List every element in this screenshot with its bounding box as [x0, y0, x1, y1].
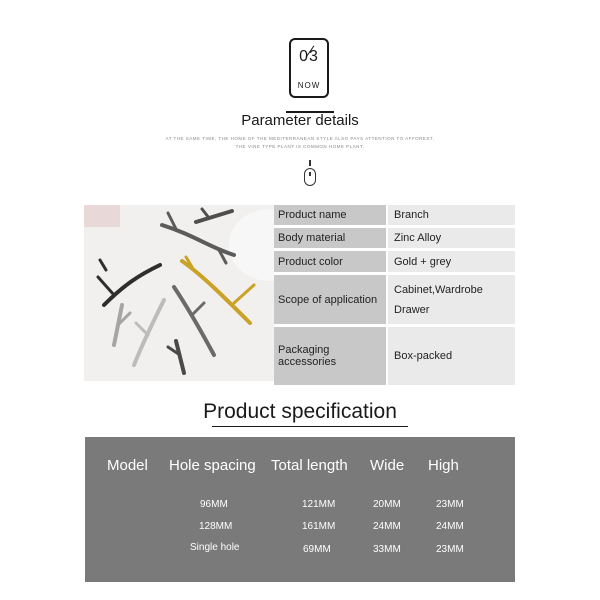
param-row-product-color [274, 251, 515, 272]
parameter-details-title: Parameter details [241, 112, 359, 129]
product-photo [84, 205, 274, 381]
spec-cell-wide: 24MM [373, 521, 401, 532]
param-row-product-name [274, 205, 515, 225]
product-specification-title: Product specification [203, 400, 397, 423]
param-value: Box-packed [388, 327, 515, 385]
spec-cell-hole-spacing: 128MM [199, 521, 233, 532]
param-value: Gold + grey [388, 251, 515, 272]
param-value: Zinc Alloy [388, 228, 515, 248]
parameter-subtext-1: AT THE SAME TIME, THE HOME OF THE MEDITERRANEAN STYLE ALSO PAYS ATTENTION TO AFFOREST, [165, 136, 435, 141]
badge-number: 03 [299, 48, 319, 65]
param-name: Body material [274, 228, 386, 248]
param-value-line-2: Drawer [394, 303, 430, 316]
spec-cell-hole-spacing: Single hole [190, 542, 240, 553]
spec-cell-total-length: 161MM [302, 521, 336, 532]
spec-cell-high: 24MM [436, 521, 464, 532]
param-value [388, 275, 515, 324]
param-row-body-material [274, 228, 515, 248]
mouse-scroll-icon [304, 168, 316, 186]
param-row-scope [274, 275, 515, 324]
param-name: Product color [274, 251, 386, 272]
spec-cell-high: 23MM [436, 499, 464, 510]
spec-cell-wide: 20MM [373, 499, 401, 510]
spec-cell-wide: 33MM [373, 544, 401, 555]
spec-table [85, 437, 515, 582]
spec-header-wide: Wide [370, 457, 405, 474]
param-name: Packaging accessories [274, 327, 386, 385]
branch-handles-illustration [84, 205, 274, 381]
spec-cell-hole-spacing: 96MM [200, 499, 228, 510]
badge-label: NOW [297, 81, 321, 90]
spec-cell-total-length: 69MM [303, 544, 331, 555]
page-number-badge [289, 38, 329, 98]
spec-header-hole-spacing: Hole spacing [169, 457, 256, 474]
param-name: Scope of application [274, 275, 386, 324]
spec-header-total-length: Total length [271, 457, 348, 474]
parameter-subtext-2: THE VINE TYPE PLANT IS COMMON HOME PLANT. [235, 144, 365, 149]
parameter-table [274, 205, 515, 388]
spec-cell-high: 23MM [436, 544, 464, 555]
spec-cell-total-length: 121MM [302, 499, 336, 510]
param-name: Product name [274, 205, 386, 225]
spec-header-model: Model [107, 457, 148, 474]
param-value: Branch [388, 205, 515, 225]
spec-title-underline [212, 426, 408, 427]
scroll-dot [309, 160, 311, 166]
param-value-line-1: Cabinet,Wardrobe [394, 283, 483, 296]
param-row-packaging [274, 327, 515, 385]
spec-header-high: High [428, 457, 459, 474]
